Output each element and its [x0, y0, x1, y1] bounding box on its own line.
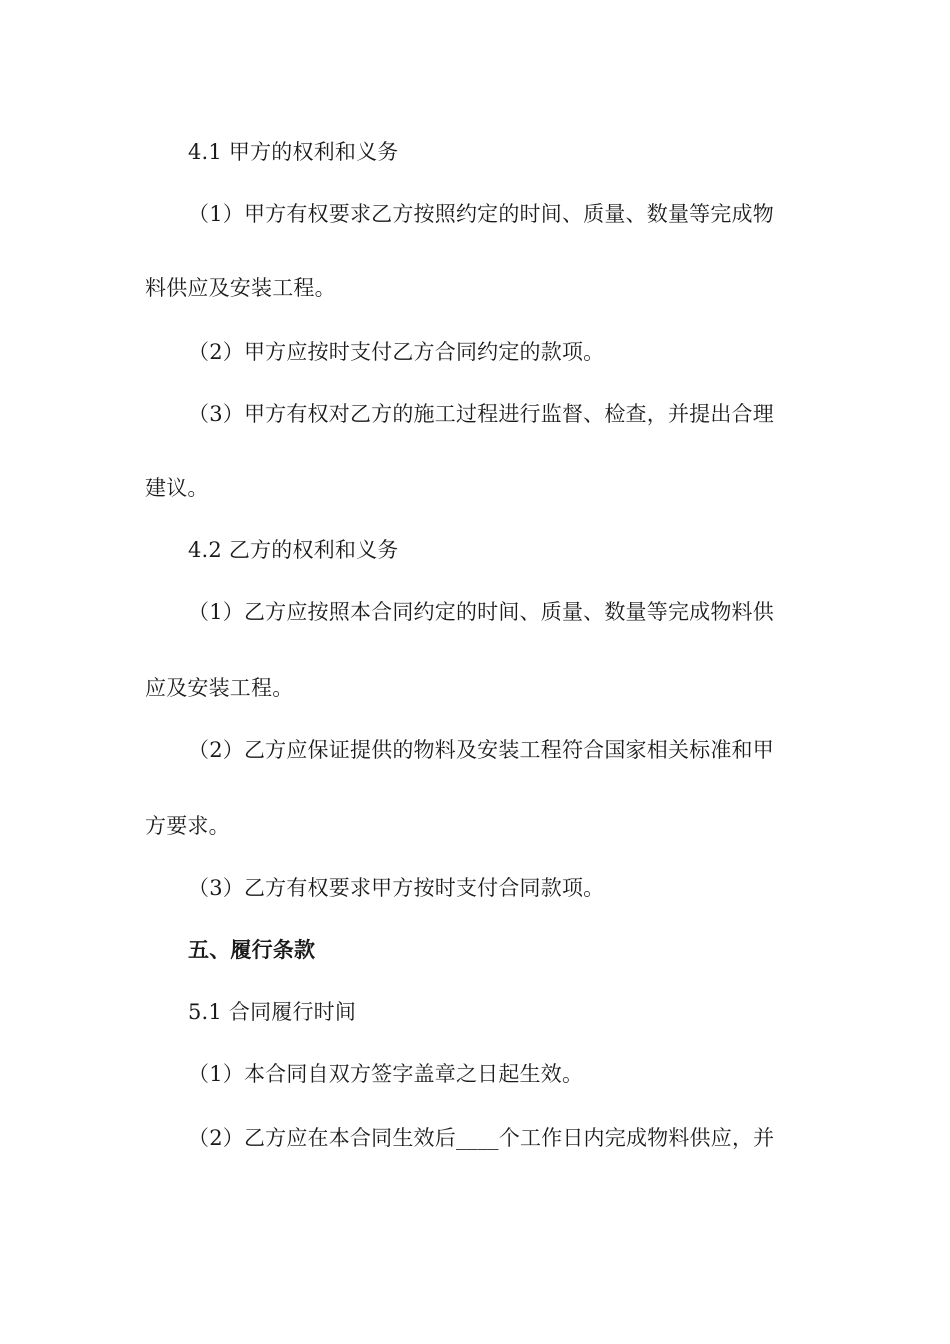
line-text: 应及安装工程。	[145, 676, 294, 700]
line-text: （2）乙方应保证提供的物料及安装工程符合国家相关标准和甲	[188, 738, 774, 762]
paragraph-line	[0, 672, 950, 704]
line-text: （2）乙方应在本合同生效后____个工作日内完成物料供应，并	[188, 1126, 775, 1150]
line-text: 五、履行条款	[188, 937, 316, 962]
paragraph-line	[0, 1122, 950, 1154]
paragraph-line	[0, 596, 950, 628]
paragraph-line	[0, 272, 950, 304]
line-text: 5.1 合同履行时间	[188, 1000, 357, 1024]
paragraph-line	[0, 734, 950, 766]
paragraph-line	[0, 810, 950, 842]
line-text: 4.1 甲方的权利和义务	[188, 140, 399, 164]
section-heading-5-1	[0, 996, 950, 1028]
line-text: 建议。	[145, 476, 209, 500]
paragraph-line	[0, 472, 950, 504]
line-text: （3）甲方有权对乙方的施工过程进行监督、检查，并提出合理	[188, 402, 774, 426]
line-text: （1）乙方应按照本合同约定的时间、质量、数量等完成物料供	[188, 600, 774, 624]
line-text: （1）甲方有权要求乙方按照约定的时间、质量、数量等完成物	[188, 202, 774, 226]
line-text: （1）本合同自双方签字盖章之日起生效。	[188, 1062, 584, 1086]
line-text: 4.2 乙方的权利和义务	[188, 538, 399, 562]
paragraph-line	[0, 398, 950, 430]
line-text: 料供应及安装工程。	[145, 276, 336, 300]
line-text: （3）乙方有权要求甲方按时支付合同款项。	[188, 876, 605, 900]
line-text: 方要求。	[145, 814, 230, 838]
paragraph-line	[0, 872, 950, 904]
paragraph-line	[0, 336, 950, 368]
line-text: （2）甲方应按时支付乙方合同约定的款项。	[188, 340, 605, 364]
paragraph-line	[0, 1058, 950, 1090]
paragraph-line	[0, 198, 950, 230]
chapter-heading-5	[0, 934, 950, 966]
section-heading-4-2	[0, 534, 950, 566]
section-heading-4-1	[0, 136, 950, 168]
